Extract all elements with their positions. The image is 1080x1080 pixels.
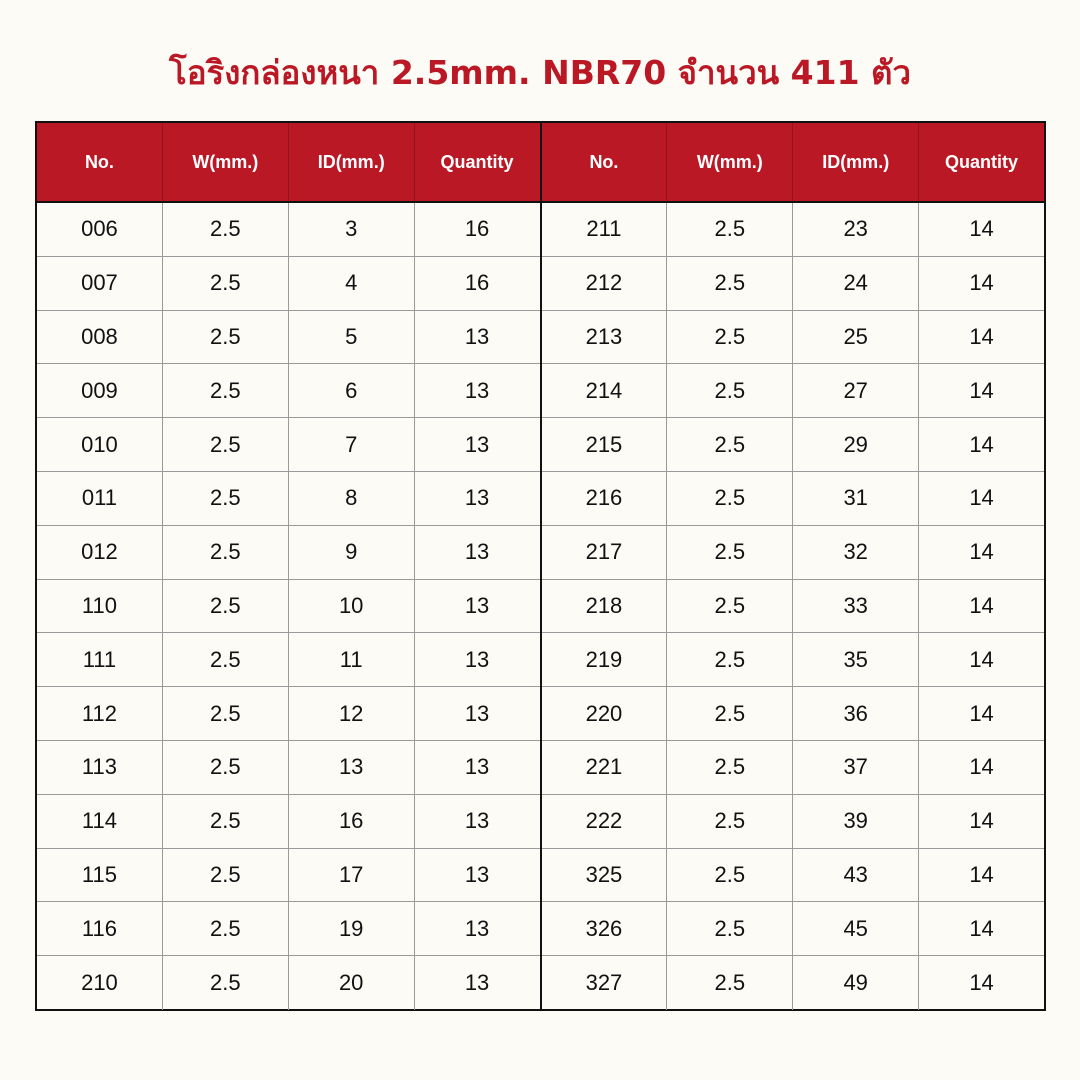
table-row (542, 364, 1045, 418)
cell-width: 2.5 (667, 472, 793, 525)
cell-no: 325 (542, 849, 668, 902)
table-row (542, 257, 1045, 311)
cell-no: 010 (37, 418, 163, 471)
cell-quantity: 14 (969, 861, 994, 887)
cell-quantity: 13 (464, 970, 490, 996)
cell-quantity: 16 (464, 270, 490, 296)
cell-inner-diameter: 16 (289, 795, 415, 848)
cell-quantity: 13 (464, 646, 490, 672)
table-row (37, 687, 540, 741)
cell-quantity: 14 (969, 270, 994, 296)
cell-no: 111 (37, 633, 163, 686)
cell-inner-diameter: 20 (289, 956, 415, 1010)
cell-width: 2.5 (667, 364, 793, 417)
header-inner-diameter: ID(mm.) (289, 123, 415, 201)
cell-quantity: 14 (969, 915, 994, 941)
cell-quantity: 14 (969, 485, 994, 511)
cell-quantity: 13 (464, 539, 490, 565)
cell-no: 006 (37, 203, 163, 256)
table-row (37, 364, 540, 418)
cell-no: 213 (542, 311, 668, 364)
cell-inner-diameter: 12 (289, 687, 415, 740)
cell-no: 112 (37, 687, 163, 740)
table-row (37, 741, 540, 795)
table-row (37, 849, 540, 903)
cell-no: 327 (542, 956, 668, 1010)
cell-width: 2.5 (163, 526, 289, 579)
cell-inner-diameter: 23 (793, 203, 919, 256)
header-inner-diameter: ID(mm.) (793, 123, 919, 201)
cell-width: 2.5 (667, 580, 793, 633)
cell-inner-diameter: 19 (289, 902, 415, 955)
cell-no: 012 (37, 526, 163, 579)
cell-no: 008 (37, 311, 163, 364)
cell-inner-diameter: 9 (289, 526, 415, 579)
cell-quantity: 13 (464, 431, 490, 457)
cell-width: 2.5 (667, 203, 793, 256)
table-row (37, 956, 540, 1010)
cell-quantity: 13 (464, 592, 490, 618)
cell-no: 116 (37, 902, 163, 955)
cell-width: 2.5 (667, 526, 793, 579)
table-row (37, 795, 540, 849)
table-row (37, 418, 540, 472)
table-row (542, 849, 1045, 903)
cell-quantity: 14 (969, 216, 994, 242)
cell-width: 2.5 (163, 203, 289, 256)
cell-width: 2.5 (667, 795, 793, 848)
table-row (542, 902, 1045, 956)
cell-width: 2.5 (667, 311, 793, 364)
cell-width: 2.5 (667, 956, 793, 1010)
cell-quantity: 14 (969, 539, 994, 565)
cell-inner-diameter: 32 (793, 526, 919, 579)
cell-quantity: 14 (969, 970, 994, 996)
cell-no: 222 (542, 795, 668, 848)
cell-quantity: 13 (464, 700, 490, 726)
table-row (542, 687, 1045, 741)
table-row (542, 418, 1045, 472)
cell-quantity: 14 (969, 323, 994, 349)
cell-width: 2.5 (163, 849, 289, 902)
cell-width: 2.5 (163, 687, 289, 740)
header-quantity: Quantity (440, 151, 514, 172)
cell-inner-diameter: 29 (793, 418, 919, 471)
table-row (37, 526, 540, 580)
cell-quantity: 14 (969, 754, 994, 780)
table-row (542, 203, 1045, 257)
cell-quantity: 14 (969, 377, 994, 403)
cell-inner-diameter: 5 (289, 311, 415, 364)
cell-inner-diameter: 7 (289, 418, 415, 471)
cell-width: 2.5 (163, 257, 289, 310)
cell-inner-diameter: 37 (793, 741, 919, 794)
cell-inner-diameter: 33 (793, 580, 919, 633)
cell-width: 2.5 (667, 257, 793, 310)
cell-inner-diameter: 13 (289, 741, 415, 794)
cell-no: 221 (542, 741, 668, 794)
cell-quantity: 13 (464, 754, 490, 780)
header-width: W(mm.) (667, 123, 793, 201)
cell-inner-diameter: 35 (793, 633, 919, 686)
cell-no: 211 (542, 203, 668, 256)
cell-no: 210 (37, 956, 163, 1010)
table-row (37, 902, 540, 956)
cell-width: 2.5 (667, 418, 793, 471)
cell-width: 2.5 (163, 311, 289, 364)
page-title: โอริงกล่องหนา 2.5mm. NBR70 จำนวน 411 ตัว (168, 53, 912, 92)
table-row (37, 257, 540, 311)
table-row (542, 580, 1045, 634)
table-row (542, 311, 1045, 365)
cell-inner-diameter: 10 (289, 580, 415, 633)
cell-width: 2.5 (163, 956, 289, 1010)
cell-no: 220 (542, 687, 668, 740)
cell-no: 212 (542, 257, 668, 310)
table-row (542, 741, 1045, 795)
cell-width: 2.5 (667, 633, 793, 686)
table-row (37, 311, 540, 365)
cell-no: 219 (542, 633, 668, 686)
cell-quantity: 14 (969, 700, 994, 726)
cell-inner-diameter: 11 (289, 633, 415, 686)
table-header-row (37, 123, 540, 203)
cell-quantity: 14 (969, 431, 994, 457)
table-row (37, 580, 540, 634)
cell-quantity: 14 (969, 808, 994, 834)
table-left-half (37, 123, 540, 1009)
cell-quantity: 16 (464, 216, 490, 242)
cell-no: 007 (37, 257, 163, 310)
cell-quantity: 13 (464, 915, 490, 941)
cell-no: 215 (542, 418, 668, 471)
cell-inner-diameter: 49 (793, 956, 919, 1010)
cell-width: 2.5 (163, 364, 289, 417)
cell-no: 009 (37, 364, 163, 417)
cell-inner-diameter: 45 (793, 902, 919, 955)
cell-inner-diameter: 3 (289, 203, 415, 256)
cell-no: 011 (37, 472, 163, 525)
cell-inner-diameter: 4 (289, 257, 415, 310)
cell-width: 2.5 (667, 687, 793, 740)
cell-quantity: 14 (969, 646, 994, 672)
cell-inner-diameter: 27 (793, 364, 919, 417)
table-row (542, 472, 1045, 526)
table-row (542, 526, 1045, 580)
table-header-row (542, 123, 1045, 203)
cell-no: 110 (37, 580, 163, 633)
cell-inner-diameter: 8 (289, 472, 415, 525)
table-right-half (540, 123, 1045, 1009)
cell-inner-diameter: 43 (793, 849, 919, 902)
cell-width: 2.5 (667, 741, 793, 794)
cell-quantity: 13 (464, 485, 490, 511)
oring-table (35, 121, 1046, 1011)
cell-width: 2.5 (163, 633, 289, 686)
cell-width: 2.5 (163, 580, 289, 633)
cell-inner-diameter: 36 (793, 687, 919, 740)
cell-inner-diameter: 31 (793, 472, 919, 525)
cell-no: 115 (37, 849, 163, 902)
cell-quantity: 13 (464, 808, 490, 834)
cell-width: 2.5 (163, 472, 289, 525)
cell-inner-diameter: 24 (793, 257, 919, 310)
cell-no: 218 (542, 580, 668, 633)
cell-quantity: 13 (464, 861, 490, 887)
cell-inner-diameter: 17 (289, 849, 415, 902)
header-no: No. (37, 123, 163, 201)
cell-no: 216 (542, 472, 668, 525)
cell-no: 326 (542, 902, 668, 955)
table-row (37, 203, 540, 257)
table-row (37, 472, 540, 526)
cell-quantity: 13 (464, 377, 490, 403)
table-row (37, 633, 540, 687)
cell-no: 113 (37, 741, 163, 794)
cell-inner-diameter: 25 (793, 311, 919, 364)
cell-width: 2.5 (163, 795, 289, 848)
cell-width: 2.5 (163, 902, 289, 955)
header-no: No. (542, 123, 668, 201)
header-width: W(mm.) (163, 123, 289, 201)
cell-inner-diameter: 6 (289, 364, 415, 417)
cell-no: 214 (542, 364, 668, 417)
cell-no: 114 (37, 795, 163, 848)
header-quantity: Quantity (945, 151, 1019, 172)
cell-inner-diameter: 39 (793, 795, 919, 848)
table-row (542, 633, 1045, 687)
cell-width: 2.5 (163, 741, 289, 794)
cell-quantity: 13 (464, 323, 490, 349)
table-row (542, 956, 1045, 1010)
cell-width: 2.5 (667, 902, 793, 955)
cell-no: 217 (542, 526, 668, 579)
cell-width: 2.5 (667, 849, 793, 902)
table-row (542, 795, 1045, 849)
cell-width: 2.5 (163, 418, 289, 471)
cell-quantity: 14 (969, 592, 994, 618)
